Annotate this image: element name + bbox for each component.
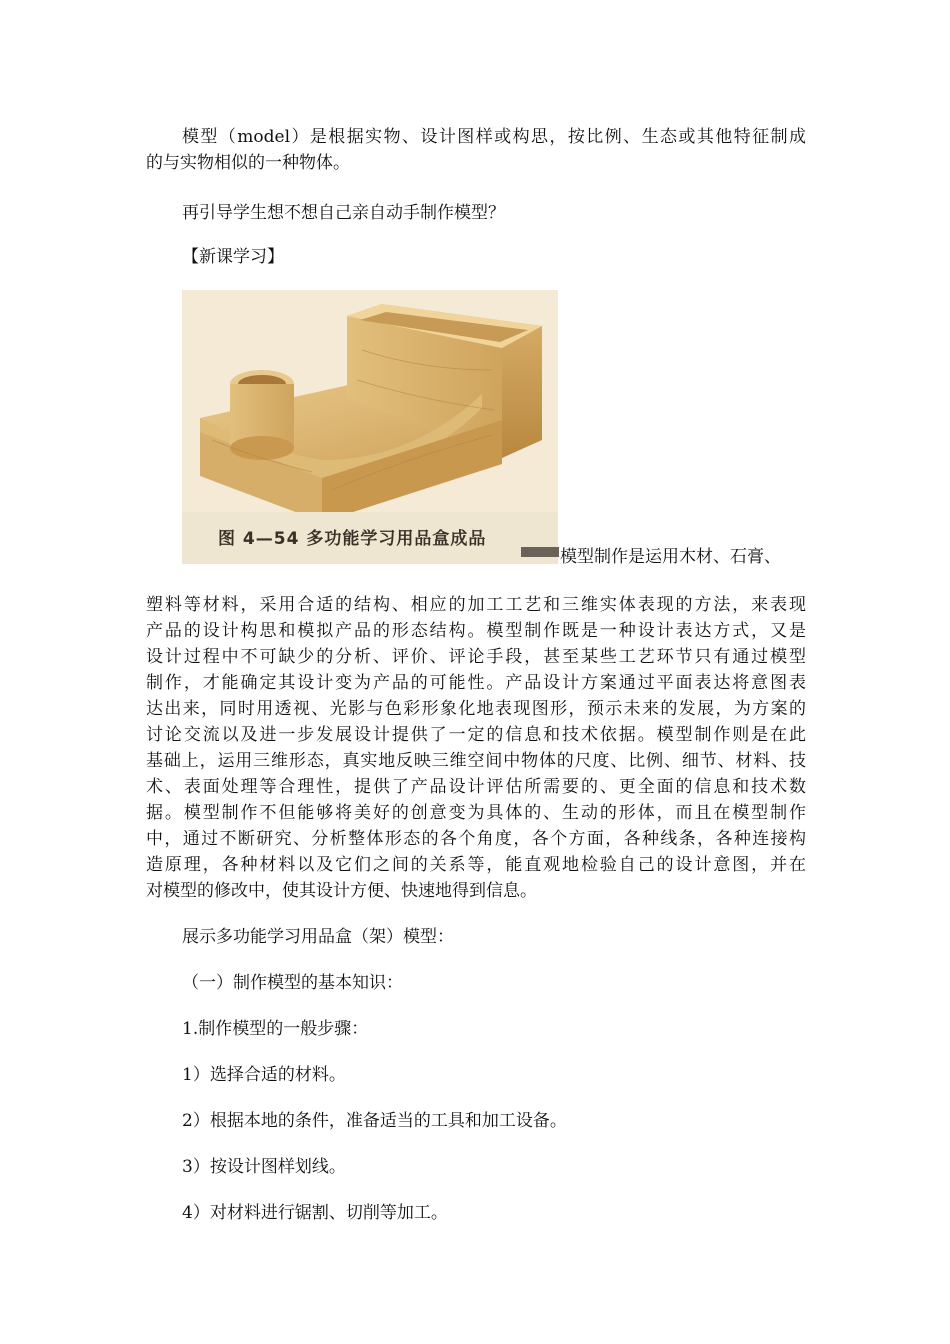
body-line-6: 讨论交流以及进一步发展设计提供了一定的信息和技术依据。模型制作则是在此 (146, 725, 806, 745)
wooden-box-illustration (182, 290, 558, 564)
step-3: 3）按设计图样划线。 (182, 1157, 346, 1177)
step-4: 4）对材料进行锯割、切削等加工。 (182, 1203, 448, 1223)
body-line-10: 中，通过不断研究、分析整体形态的各个角度，各个方面，各种线条，各种连接构 (146, 829, 806, 849)
model-box-figure (182, 290, 558, 564)
body-line-3: 设计过程中不可缺少的分析、评价、评论手段，甚至某些工艺环节只有通过模型 (146, 647, 806, 667)
intro-paragraph-line-1: 模型（model）是根据实物、设计图样或构思，按比例、生态或其他特征制成 (182, 127, 806, 147)
step-2: 2）根据本地的条件，准备适当的工具和加工设备。 (182, 1111, 567, 1131)
body-line-1: 塑料等材料，采用合适的结构、相应的加工工艺和三维实体表现的方法，来表现 (146, 595, 806, 615)
body-line-11: 造原理，各种材料以及它们之间的关系等，能直观地检验自己的设计意图，并在 (146, 855, 806, 875)
show-model-paragraph: 展示多功能学习用品盒（架）模型： (182, 927, 454, 947)
guide-paragraph: 再引导学生想不想自己亲自动手制作模型？ (182, 203, 505, 223)
body-line-12: 对模型的修改中，使其设计方便、快速地得到信息。 (146, 881, 537, 901)
body-line-5: 达出来，同时用透视、光影与色彩形象化地表现图形，预示未来的发展，为方案的 (146, 699, 806, 719)
section-heading: 【新课学习】 (182, 247, 284, 267)
basic-knowledge-heading: （一）制作模型的基本知识： (182, 973, 403, 993)
body-line-2: 产品的设计构思和模拟产品的形态结构。模型制作既是一种设计表达方式，又是 (146, 621, 806, 641)
intro-paragraph-line-2: 的与实物相似的一种物体。 (146, 153, 350, 173)
body-line-4: 制作，才能确定其设计变为产品的可能性。产品设计方案通过平面表达将意图表 (146, 673, 806, 693)
body-paragraph-start: 模型制作是运用木材、石膏、 (560, 547, 781, 567)
step-1: 1）选择合适的材料。 (182, 1065, 346, 1085)
steps-title: 1.制作模型的一般步骤： (182, 1019, 369, 1039)
watermark-badge (521, 547, 559, 557)
figure-caption: 图 4—54 多功能学习用品盒成品 (218, 529, 487, 549)
body-line-8: 术、表面处理等合理性，提供了产品设计评估所需要的、更全面的信息和技术数 (146, 777, 806, 797)
body-line-9: 据。模型制作不但能够将美好的创意变为具体的、生动的形体，而且在模型制作 (146, 803, 806, 823)
body-line-7: 基础上，运用三维形态，真实地反映三维空间中物体的尺度、比例、细节、材料、技 (146, 751, 806, 771)
